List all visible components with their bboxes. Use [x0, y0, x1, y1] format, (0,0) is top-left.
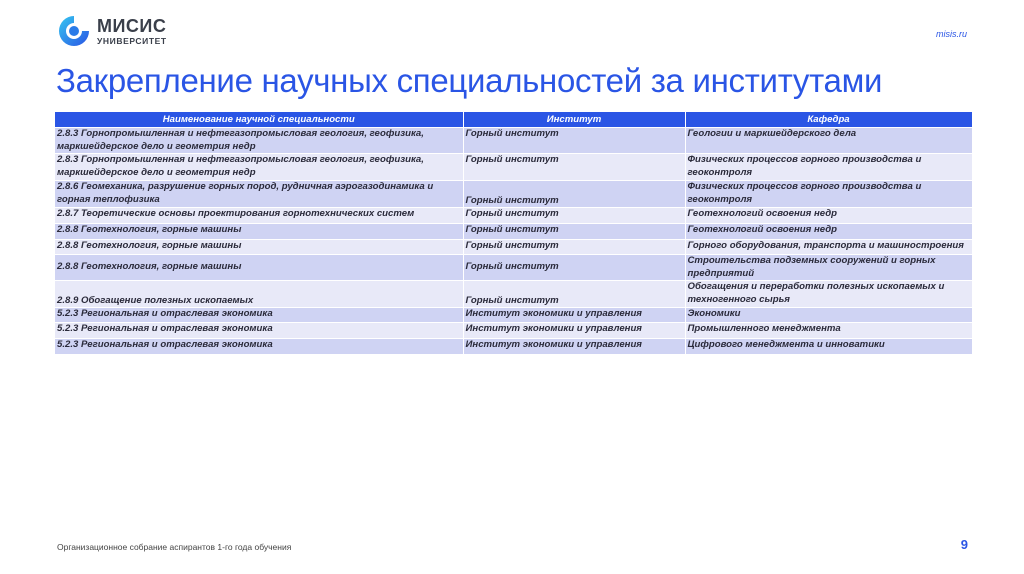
table-row — [55, 323, 972, 339]
department-cell: Обогащения и переработки полезных ископаемых и техногенного сырья — [685, 281, 972, 308]
table-row — [55, 224, 972, 240]
specialties-table — [55, 112, 973, 354]
specialty-cell: 2.8.9 Обогащение полезных ископаемых — [55, 281, 463, 308]
department-cell: Промышленного менеджмента — [685, 323, 972, 339]
specialty-cell: 2.8.6 Геомеханика, разрушение горных пород, рудничная аэрогазодинамика и горная теплофизика — [55, 181, 463, 208]
institute-cell: Институт экономики и управления — [463, 308, 685, 323]
department-cell: Физических процессов горного производства и геоконтроля — [685, 181, 972, 208]
institute-cell: Горный институт — [463, 224, 685, 240]
logo-subtitle: УНИВЕРСИТЕТ — [97, 35, 167, 46]
institute-cell: Горный институт — [463, 281, 685, 308]
table-row — [55, 339, 972, 354]
column-header-institute: Институт — [463, 112, 685, 128]
department-cell: Цифрового менеджмента и инноватики — [685, 339, 972, 354]
table-row — [55, 208, 972, 224]
specialty-cell: 2.8.7 Теоретические основы проектирования горнотехнических систем — [55, 208, 463, 224]
specialty-cell: 2.8.8 Геотехнология, горные машины — [55, 224, 463, 240]
table-row — [55, 281, 972, 308]
institute-cell: Институт экономики и управления — [463, 339, 685, 354]
institute-cell: Институт экономики и управления — [463, 323, 685, 339]
specialty-cell: 2.8.8 Геотехнология, горные машины — [55, 240, 463, 255]
department-cell: Геотехнологий освоения недр — [685, 208, 972, 224]
department-cell: Строительства подземных сооружений и горных предприятий — [685, 255, 972, 281]
table-header-row — [55, 112, 972, 128]
department-cell: Физических процессов горного производства и геоконтроля — [685, 154, 972, 181]
table-row — [55, 308, 972, 323]
specialty-cell: 2.8.3 Горнопромышленная и нефтегазопромысловая геология, геофизика, маркшейдерское дело и геометрия недр — [55, 154, 463, 181]
department-cell: Геотехнологий освоения недр — [685, 224, 972, 240]
table-row — [55, 128, 972, 154]
specialty-cell: 5.2.3 Региональная и отраслевая экономика — [55, 323, 463, 339]
institute-cell: Горный институт — [463, 128, 685, 154]
logo-name: МИСИС — [97, 15, 167, 36]
site-link[interactable]: misis.ru — [936, 29, 967, 39]
table-row — [55, 240, 972, 255]
misis-logo-icon — [57, 14, 91, 48]
page-number: 9 — [960, 537, 968, 552]
department-cell: Геологии и маркшейдерского дела — [685, 128, 972, 154]
column-header-specialty: Наименование научной специальности — [55, 112, 463, 128]
institute-cell: Горный институт — [463, 208, 685, 224]
slide-title: Закрепление научных специальностей за институтами — [56, 62, 883, 99]
specialty-cell: 5.2.3 Региональная и отраслевая экономика — [55, 308, 463, 323]
table-row — [55, 154, 972, 181]
table-row — [55, 255, 972, 281]
institute-cell: Горный институт — [463, 181, 685, 208]
column-header-department: Кафедра — [685, 112, 972, 128]
footer-text: Организационное собрание аспирантов 1-го года обучения — [57, 542, 292, 552]
institute-cell: Горный институт — [463, 240, 685, 255]
department-cell: Горного оборудования, транспорта и машиностроения — [685, 240, 972, 255]
specialty-cell: 5.2.3 Региональная и отраслевая экономика — [55, 339, 463, 354]
specialty-cell: 2.8.8 Геотехнология, горные машины — [55, 255, 463, 281]
institute-cell: Горный институт — [463, 255, 685, 281]
misis-logo — [57, 14, 167, 48]
department-cell: Экономики — [685, 308, 972, 323]
table-row — [55, 181, 972, 208]
specialty-cell: 2.8.3 Горнопромышленная и нефтегазопромысловая геология, геофизика, маркшейдерское дело и геометрия недр — [55, 128, 463, 154]
institute-cell: Горный институт — [463, 154, 685, 181]
